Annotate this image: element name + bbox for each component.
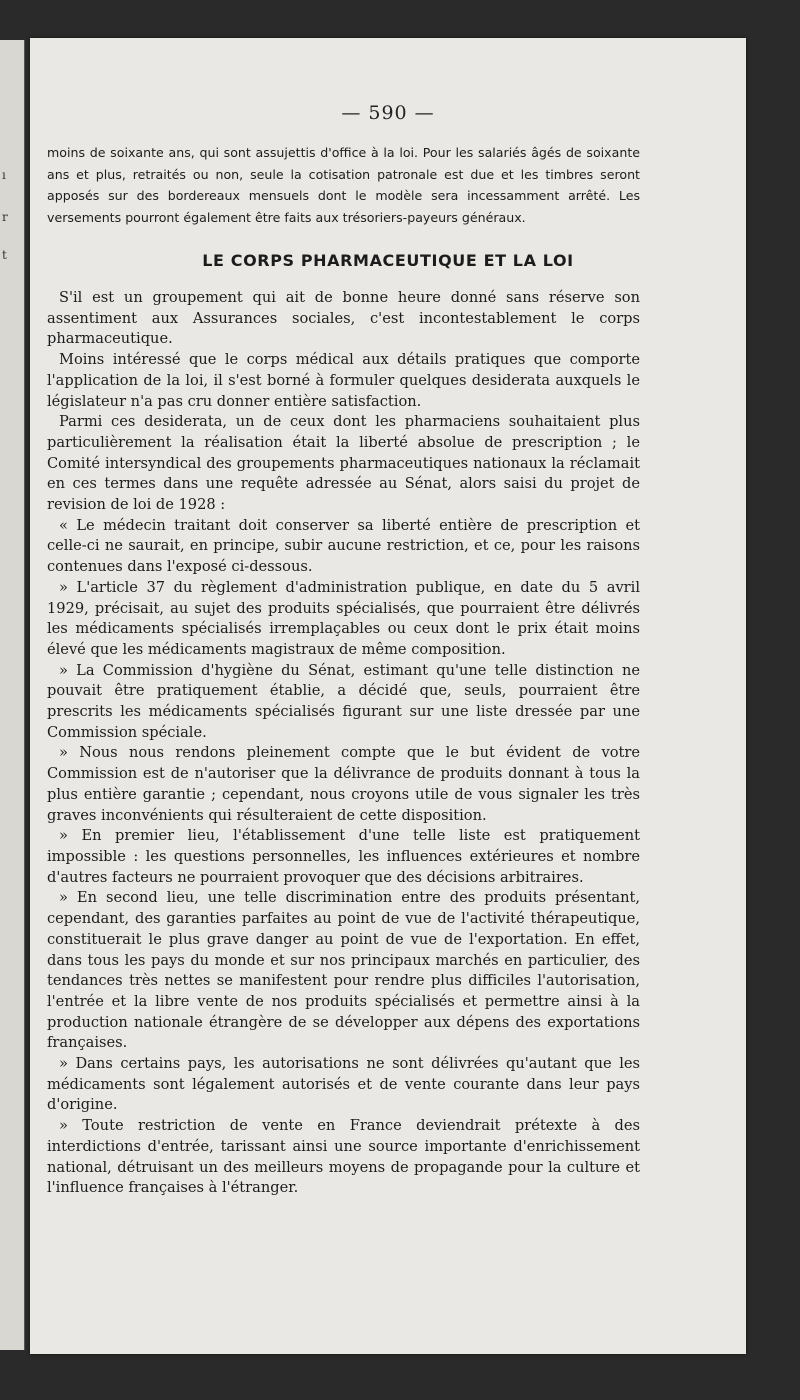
adjacent-page-edge — [0, 40, 25, 1350]
paragraph: » La Commission d'hygiène du Sénat, estimant qu'une telle distinction ne pouvait être pratiquement établie, a décidé que, seuls, pourraient être prescrits les médicaments spécialisés figurant sur une liste dressée par une Commission spéciale. — [47, 661, 640, 741]
paragraph: » Nous nous rendons pleinement compte que le but évident de votre Commission est de n'autoriser que la délivrance de produits donnant à tous la plus entière garantie ; cependant, nous croyons utile de vous signaler les très graves inconvénients qui résulteraient de cette disposition. — [47, 744, 640, 824]
paragraph: » Toute restriction de vente en France deviendrait prétexte à des interdictions d'entrée, tarissant ainsi une source importante d'enrichissement national, détruisant un des meilleurs moyens de propagande pour la culture et l'influence françaises à l'étranger. — [47, 1117, 640, 1197]
paragraph: Moins intéressé que le corps médical aux détails pratiques que comporte l'application de la loi, il s'est borné à formuler quelques desiderata auxquels le législateur n'a pas cru donner entière satisfaction. — [47, 351, 640, 410]
body-text — [47, 288, 640, 1199]
show-through-texture — [400, 1098, 700, 1248]
adjacent-page-marks: ı r t — [2, 168, 8, 262]
paragraph: » Dans certains pays, les autorisations ne sont délivrées qu'autant que les médicaments sont légalement autorisés et de vente courante dans leur pays d'origine. — [47, 1055, 640, 1114]
paragraph: S'il est un groupement qui ait de bonne heure donné sans réserve son assentiment aux Assurances sociales, c'est incontestablement le corps pharmaceutique. — [47, 289, 640, 348]
section-heading: LE CORPS PHARMACEUTIQUE ET LA LOI — [202, 251, 574, 270]
paragraph: Parmi ces desiderata, un de ceux dont les pharmaciens souhaitaient plus particulièrement la réalisation était la liberté absolue de prescription ; le Comité intersyndical des groupements pharmaceutiques nationaux la réclamait en ces termes dans une requête adressée au Sénat, alors saisi du projet de revision de loi de 1928 : — [47, 413, 640, 514]
paragraph: » L'article 37 du règlement d'administration publique, en date du 5 avril 1929, précisait, au sujet des produits spécialisés, que pourraient être délivrés les médicaments spécialisés irremplaçables ou ceux dont le prix était moins élevé que les médicaments magistraux de même composition. — [47, 578, 640, 658]
intro-paragraph: moins de soixante ans, qui sont assujettis d'office à la loi. Pour les salariés âgés de soixante ans et plus, retraités ou non, seule la cotisation patronale est due et les timbres seront apposés sur des bordereaux mensuels dont le modèle sera incessamment arrêté. Les versements pourront également être faits aux trésoriers-payeurs généraux. — [47, 145, 640, 225]
paragraph: « Le médecin traitant doit conserver sa liberté entière de prescription et celle-ci ne saurait, en principe, subir aucune restriction, et ce, pour les raisons contenues dans l'exposé ci-dessous. — [47, 516, 640, 576]
document-page — [30, 38, 746, 1354]
paragraph: » En premier lieu, l'établissement d'une telle liste est pratiquement impossible : les questions personnelles, les influences extérieures et nombre d'autres facteurs ne pourraient provoquer que des décisions arbitraires. — [47, 827, 640, 886]
page-number: — 590 — — [341, 102, 435, 124]
paragraph: » En second lieu, une telle discrimination entre des produits présentant, cependant, des garanties parfaites au point de vue de l'activité thérapeutique, constituerait le plus grave danger au point de vue de l'exportation. En effet, dans tous les pays du monde et sur nos principaux marchés en particulier, des tendances très nettes se manifestent pour rendre plus difficiles l'autorisation, l'entrée et la libre vente de nos produits spécialisés et permettre ainsi à la production nationale étrangère de se développer aux dépens des exportations françaises. — [47, 889, 640, 1052]
